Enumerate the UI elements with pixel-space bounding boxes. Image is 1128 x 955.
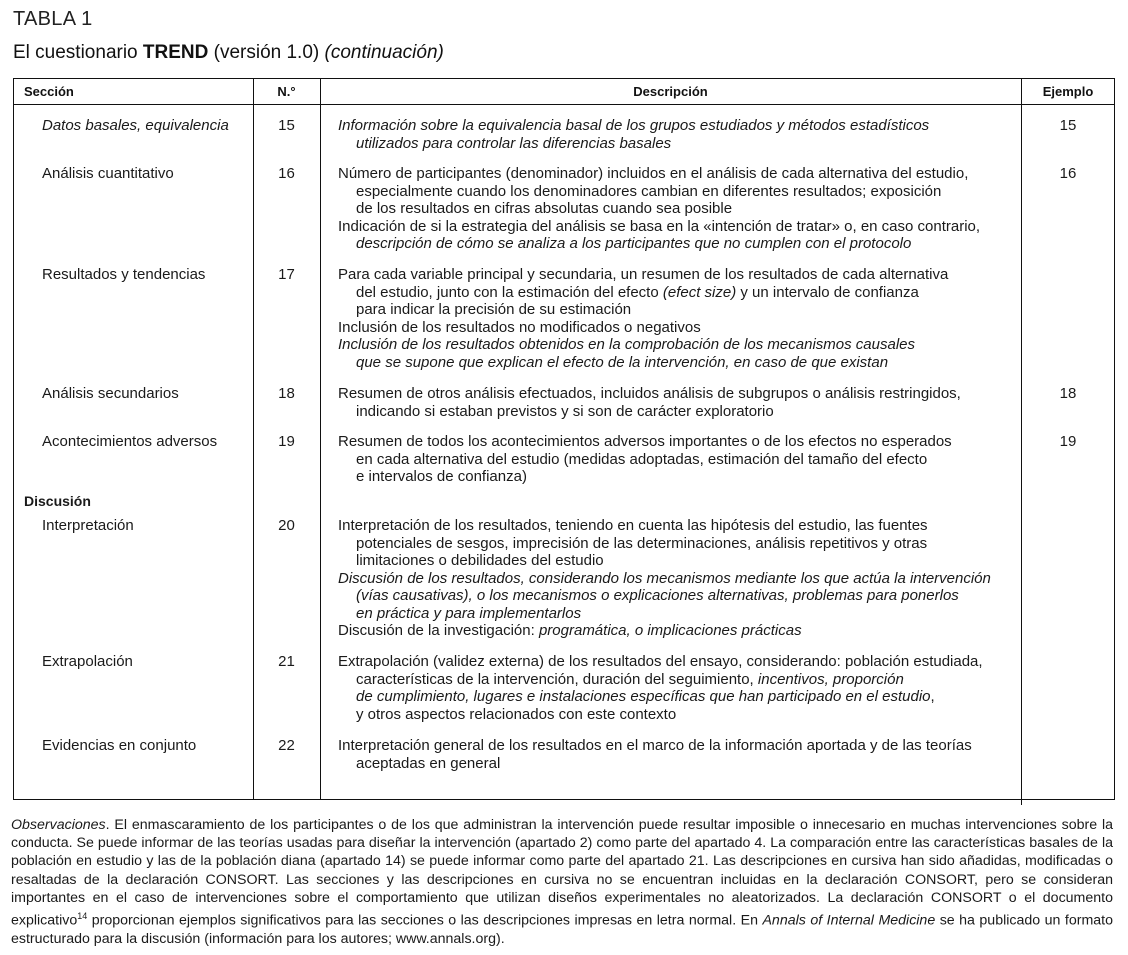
row-number: 20	[278, 517, 295, 534]
table-title	[13, 42, 444, 64]
description-line: Resumen de todos los acontecimientos adversos importantes o de los efectos no esperados	[338, 433, 952, 450]
row-number: 22	[278, 737, 295, 754]
description-line: Información sobre la equivalencia basal de los grupos estudiados y métodos estadísticos	[338, 117, 930, 134]
description-line: e intervalos de confianza)	[356, 468, 527, 485]
row-description	[338, 433, 1018, 486]
description-italic-text: de cumplimiento, lugares e instalaciones específicas que han participado en el estudio	[356, 688, 931, 705]
description-line: (vías causativas), o los mecanismos o explicaciones alternativas, problemas para ponerlos	[356, 587, 959, 604]
row-example: 19	[1059, 433, 1077, 450]
description-line	[338, 671, 1018, 689]
description-line: Discusión de los resultados, considerando los mecanismos mediante los que actúa la intervención	[338, 569, 991, 587]
description-line: en práctica y para implementarlos	[356, 604, 582, 622]
row-number: 18	[278, 385, 295, 402]
description-line: que se supone que explican el efecto de la intervención, en caso de que existan	[356, 353, 889, 371]
row-description	[338, 517, 1018, 640]
description-line	[338, 622, 1018, 640]
row-number: 16	[278, 165, 295, 182]
description-text: del estudio, junto con la estimación del efecto	[356, 283, 663, 301]
description-line: Extrapolación (validez externa) de los resultados del ensayo, considerando: población estudiada,	[338, 653, 983, 670]
title-suffix: (versión 1.0)	[208, 42, 325, 63]
notes-part3: se ha publicado un formato estructurado para la discusión (información para los autores; www.annals.org).	[11, 912, 1113, 947]
description-line: potenciales de sesgos, imprecisión de las determinaciones, análisis repetitivos y otras	[356, 534, 928, 552]
description-line: para indicar la precisión de su estimación	[356, 301, 632, 318]
row-example: 15	[1059, 117, 1077, 134]
description-line: Para cada variable principal y secundaria, un resumen de los resultados de cada alternativa	[338, 266, 949, 283]
description-line: utilizados para controlar las diferencias basales	[356, 134, 672, 152]
row-section: Acontecimientos adversos	[42, 433, 218, 450]
description-line: en cada alternativa del estudio (medidas adoptadas, estimación del tamaño del efecto	[356, 450, 928, 468]
table-notes	[11, 816, 1113, 948]
description-text: características de la intervención, duración del seguimiento,	[356, 670, 758, 688]
description-text: Discusión de la investigación:	[338, 622, 539, 639]
description-line: Inclusión de los resultados no modificados o negativos	[338, 318, 701, 336]
row-section: Datos basales, equivalencia	[42, 117, 229, 134]
row-section: Extrapolación	[42, 653, 133, 670]
notes-lead: Observaciones	[11, 817, 106, 833]
description-text: y un intervalo de confianza	[736, 283, 919, 301]
column-header-number: N.°	[277, 84, 296, 99]
row-number: 17	[278, 266, 295, 283]
row-number: 15	[278, 117, 295, 134]
description-italic-text: incentivos, proporción	[757, 670, 904, 688]
header-divider	[13, 104, 1115, 105]
description-line: especialmente cuando los denominadores cambian en diferentes resultados; exposición	[356, 182, 942, 200]
row-section: Evidencias en conjunto	[42, 737, 197, 754]
row-section: Análisis secundarios	[42, 385, 179, 402]
notes-part2: proporcionan ejemplos significativos para las secciones o las descripciones impresas en letra normal. En	[87, 912, 763, 929]
description-line: aceptadas en general	[356, 754, 501, 772]
row-description	[338, 737, 1018, 772]
description-italic-text: (efect size)	[662, 283, 737, 301]
description-line: descripción de cómo se analiza a los participantes que no cumplen con el protocolo	[356, 235, 912, 252]
description-line	[338, 688, 1018, 706]
row-section: Interpretación	[42, 517, 134, 534]
row-section: Análisis cuantitativo	[42, 165, 174, 182]
row-number: 19	[278, 433, 295, 450]
row-description	[338, 653, 1018, 723]
row-description	[338, 165, 1018, 253]
column-header-example: Ejemplo	[1042, 84, 1094, 99]
description-line: Número de participantes (denominador) incluidos en el análisis de cada alternativa del estudio,	[338, 165, 969, 182]
notes-journal: Annals of Internal Medicine	[762, 912, 936, 929]
row-section: Resultados y tendencias	[42, 266, 206, 283]
row-example: 16	[1059, 165, 1077, 182]
description-line: limitaciones o debilidades del estudio	[356, 552, 604, 569]
description-text: ,	[930, 688, 935, 705]
notes-part1: . El enmascaramiento de los participantes o de los que administran la intervención puede resultar imposible o innecesario en muchas intervenciones sobre la conducta. Se puede informar de las teorías usadas para diseñar la intervención (apartado 2) como parte del apartado 4. La comparación entre las características basales de la población en estudio y las de la población diana (apartado 14) se puede informar como parte del apartado 21. Las descripciones en cursiva han sido añadidas, modificadas o resaltadas de la declaración CONSORT. Las secciones y las descripciones en cursiva no se encuentran incluidas en la declaración CONSORT, pero se consideran importantes en el caso de intervenciones sobre el comportamiento que utilizan diseños experimentales no aleatorizados. La declaración CONSORT o el documento explicativo	[11, 817, 1113, 929]
description-line: Indicación de si la estrategia del análisis se basa en la «intención de tratar» o, en caso contrario,	[338, 217, 981, 235]
description-line: Inclusión de los resultados obtenidos en la comprobación de los mecanismos causales	[338, 336, 915, 353]
row-description	[338, 266, 1018, 371]
description-line: y otros aspectos relacionados con este contexto	[356, 705, 677, 723]
section-group-heading: Discusión	[24, 493, 91, 509]
column-divider-2	[320, 78, 321, 800]
description-line: Interpretación de los resultados, teniendo en cuenta las hipótesis del estudio, las fuentes	[338, 517, 928, 534]
row-example: 18	[1059, 385, 1077, 402]
description-line	[338, 284, 1018, 302]
table-label: TABLA 1	[13, 8, 93, 30]
description-line: Resumen de otros análisis efectuados, incluidos análisis de subgrupos o análisis restringidos,	[338, 385, 961, 402]
title-italic: (continuación)	[324, 42, 444, 63]
description-line: indicando si estaban previstos y si son de carácter exploratorio	[356, 402, 774, 420]
title-bold: TREND	[142, 42, 209, 63]
description-line: de los resultados en cifras absolutas cuando sea posible	[356, 200, 733, 217]
row-description	[338, 117, 1018, 152]
description-italic-text: programática, o implicaciones prácticas	[538, 622, 802, 639]
row-description	[338, 385, 1018, 420]
row-number: 21	[278, 653, 295, 670]
column-header-description: Descripción	[633, 84, 708, 99]
column-header-section: Sección	[24, 84, 74, 99]
notes-reference: 14	[77, 911, 88, 922]
title-prefix: El cuestionario	[13, 42, 143, 63]
description-line: Interpretación general de los resultados en el marco de la información aportada y de las teorías	[338, 737, 972, 754]
